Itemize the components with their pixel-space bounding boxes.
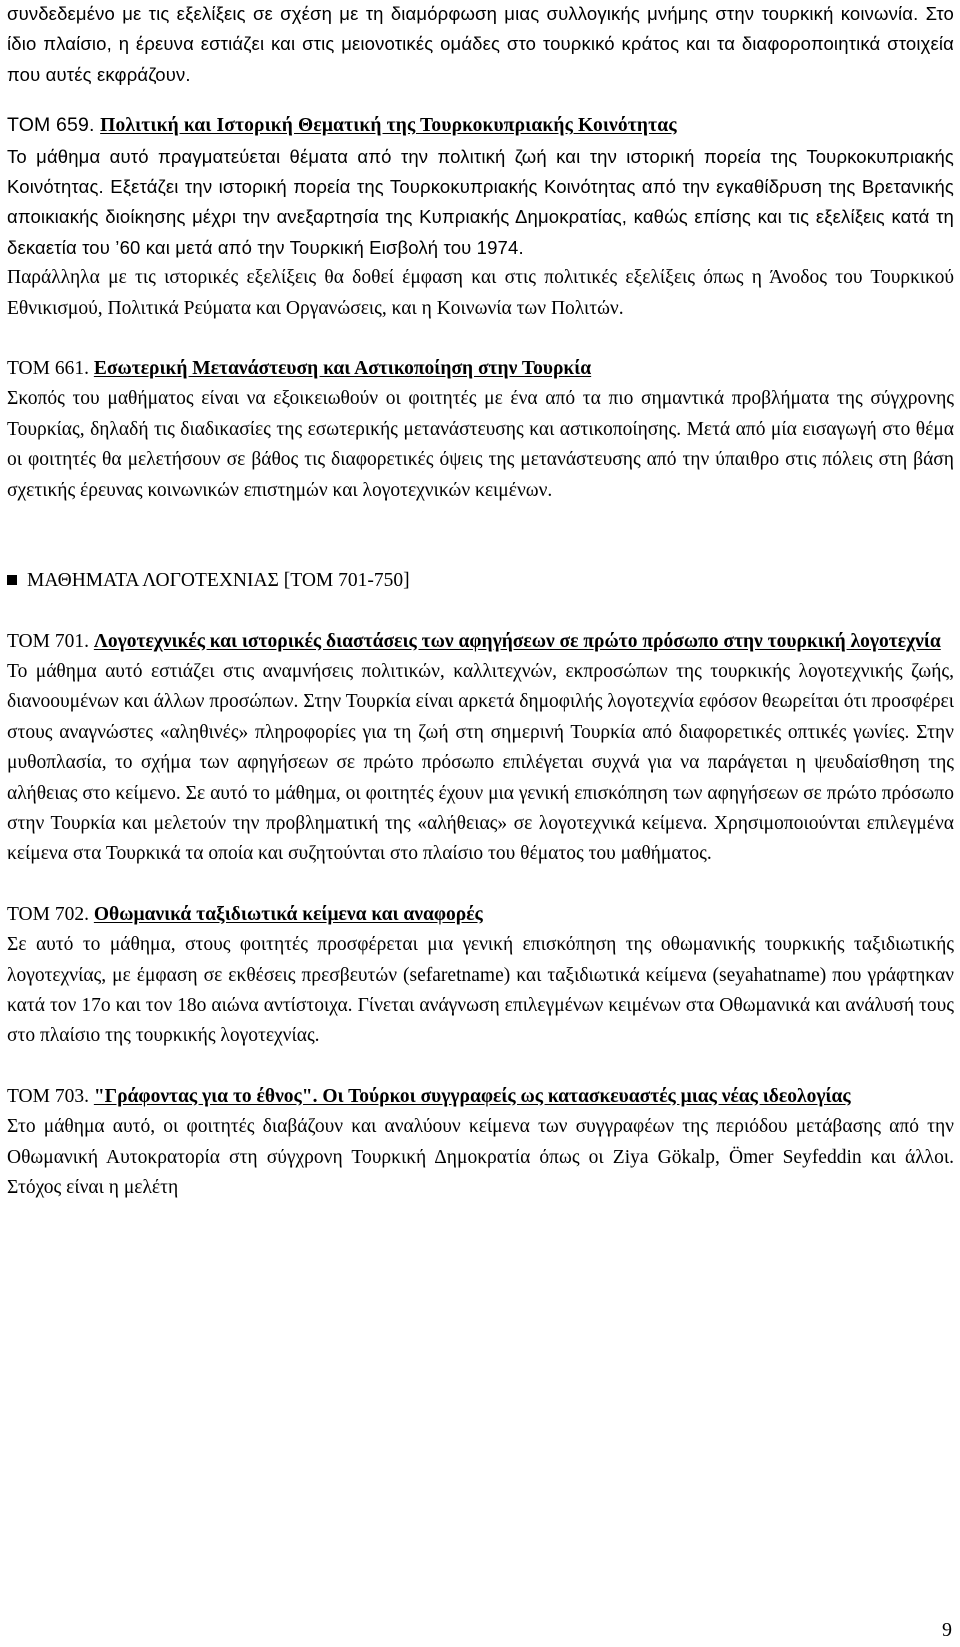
course-heading	[7, 900, 954, 930]
course-description: Το μάθημα αυτό πραγματεύεται θέματα από την πολιτική ζωή και την ιστορική πορεία της Τουρκοκυπριακής Κοινότητας. Εξετάζει την ιστορική πορεία της Τουρκοκυπριακής Κοινότητας από την εγκαθίδρυση της Βρετανικής αποικιακής διοίκησης μέχρι την ανεξαρτησία της Κυπριακής Δημοκρατίας, καθώς επίσης και τις εξελίξεις κατά τη δεκαετία του ’60 και μετά από την Τουρκική Εισβολή του 1974.	[7, 145, 954, 258]
course-code: TOM 659.	[7, 114, 95, 137]
course-description: Σε αυτό το μάθημα, στους φοιτητές προσφέρεται μια γενική επισκόπηση της οθωμανικής τουρκικής ταξιδιωτικής λογοτεχνίας, με έμφαση σε εκθέσεις πρεσβευτών (sefaretname) και ταξιδιωτικά κείμενα (seyahatname) που γράφτηκαν κατά τον 17ο και τον 18ο αιώνα αντίστοιχα. Γίνεται ανάγνωση επιλεγμένων κειμένων στα Οθωμανικά και ανάλυσή τους στο πλαίσιο της τουρκικής λογοτεχνίας.	[7, 934, 954, 1047]
spacer	[7, 1052, 954, 1082]
section-heading-text: ΜΑΘΗΜΑΤΑ ΛΟΓΟΤΕΧΝΙΑΣ [TOM 701-750]	[27, 570, 410, 592]
document-page	[7, 0, 954, 1203]
course-entry-tom-659	[7, 110, 954, 324]
course-entry-tom-703	[7, 1082, 954, 1204]
page-number: 9	[942, 1619, 952, 1641]
course-description: Στο μάθημα αυτό, οι φοιτητές διαβάζουν και αναλύουν κείμενα των συγγραφέων της περιόδου μετάβασης από την Οθωμανική Αυτοκρατορία στη σύγχρονη Τουρκική Δημοκρατία όπως οι Ziya Gökalp, Ömer Seyfeddin και άλλοι. Στόχος είναι η μελέτη	[7, 1116, 954, 1198]
course-title: "Γράφοντας για το έθνος". Οι Τούρκοι συγγραφείς ως κατασκευαστές μιας νέας ιδεολογίας	[93, 1085, 851, 1107]
course-heading	[7, 1082, 954, 1112]
course-heading	[7, 354, 954, 384]
course-description: Σκοπός του μαθήματος είναι να εξοικειωθούν οι φοιτητές με ένα από τα πιο σημαντικά προβλήματα της σύγχρονης Τουρκίας, δηλαδή τις διαδικασίες της εσωτερικής μετανάστευσης και αστικοποίησης. Μετά από μία εισαγωγή στο θέμα οι φοιτητές θα μελετήσουν σε βάθος τις διαφορετικές όψεις της μετανάστευσης από την ύπαιθρο στις πόλεις στη βάση σχετικής έρευνας κοινωνικών επιστημών και λογοτεχνικών κειμένων.	[7, 388, 954, 501]
course-code: TOM 703.	[7, 1085, 89, 1107]
spacer	[7, 506, 954, 566]
spacer	[7, 870, 954, 900]
course-title: Πολιτική και Ιστορική Θεματική της Τουρκοκυπριακής Κοινότητας	[100, 115, 677, 137]
course-entry-tom-702	[7, 900, 954, 1052]
course-heading	[7, 110, 954, 141]
course-heading	[7, 627, 954, 657]
course-title: Οθωμανικά ταξιδιωτικά κείμενα και αναφορές	[93, 903, 483, 925]
spacer	[7, 597, 954, 627]
course-code: TOM 661.	[7, 358, 89, 380]
course-description-continued: Παράλληλα με τις ιστορικές εξελίξεις θα δοθεί έμφαση και στις πολιτικές εξελίξεις όπως η Άνοδος του Τουρκικού Εθνικισμού, Πολιτικά Ρεύματα και Οργανώσεις, και η Κοινωνία των Πολιτών.	[7, 267, 954, 319]
course-entry-tom-701	[7, 627, 954, 870]
intro-paragraph: συνδεδεμένο με τις εξελίξεις σε σχέση με τη διαμόρφωση μιας συλλογικής μνήμης στην τουρκική κοινωνία. Στο ίδιο πλαίσιο, η έρευνα εστιάζει και στις μειονοτικές ομάδες στο τουρκικό κράτος και τα διαφοροποιητικά στοιχεία που αυτές εκφράζουν.	[7, 3, 954, 85]
course-description: Το μάθημα αυτό εστιάζει στις αναμνήσεις πολιτικών, καλλιτεχνών, εκπροσώπων της τουρκικής λογοτεχνικής ζωής, διανοουμένων και άλλων προσώπων. Στην Τουρκία είναι αρκετά δημοφιλής λογοτεχνία εφόσον θεωρείται ότι προσφέρει στους αναγνώστες «αληθινές» πληροφορίες για τη ζωή στη σημερινή Τουρκία από διαφορετικές οπτικές γωνίες. Στην μυθοπλασία, το σχήμα των αφηγήσεων σε πρώτο πρόσωπο επιλέγεται συχνά για να παράγεται η ψευδαίσθηση της αλήθειας στο κείμενο. Σε αυτό το μάθημα, οι φοιτητές έχουν μια γενική επισκόπηση των αφηγήσεων σε πρώτο πρόσωπο στην Τουρκία και μελετούν την προβληματική της «αλήθειας» σε λογοτεχνικά κείμενα. Χρησιμοποιούνται επιλεγμένα κείμενα στα Τουρκικά τα οποία και συζητούνται στο πλαίσιο του θέματος του μαθήματος.	[7, 660, 954, 865]
course-title: Εσωτερική Μετανάστευση και Αστικοποίηση στην Τουρκία	[93, 358, 592, 380]
course-code: TOM 701.	[7, 630, 89, 652]
spacer	[7, 90, 954, 110]
course-title: Λογοτεχνικές και ιστορικές διαστάσεις των αφηγήσεων σε πρώτο πρόσωπο στην τουρκική λογοτεχνία	[93, 630, 941, 652]
square-bullet-icon	[7, 575, 17, 585]
course-code: TOM 702.	[7, 903, 89, 925]
section-heading	[7, 566, 954, 596]
course-entry-tom-661	[7, 354, 954, 506]
spacer	[7, 324, 954, 354]
